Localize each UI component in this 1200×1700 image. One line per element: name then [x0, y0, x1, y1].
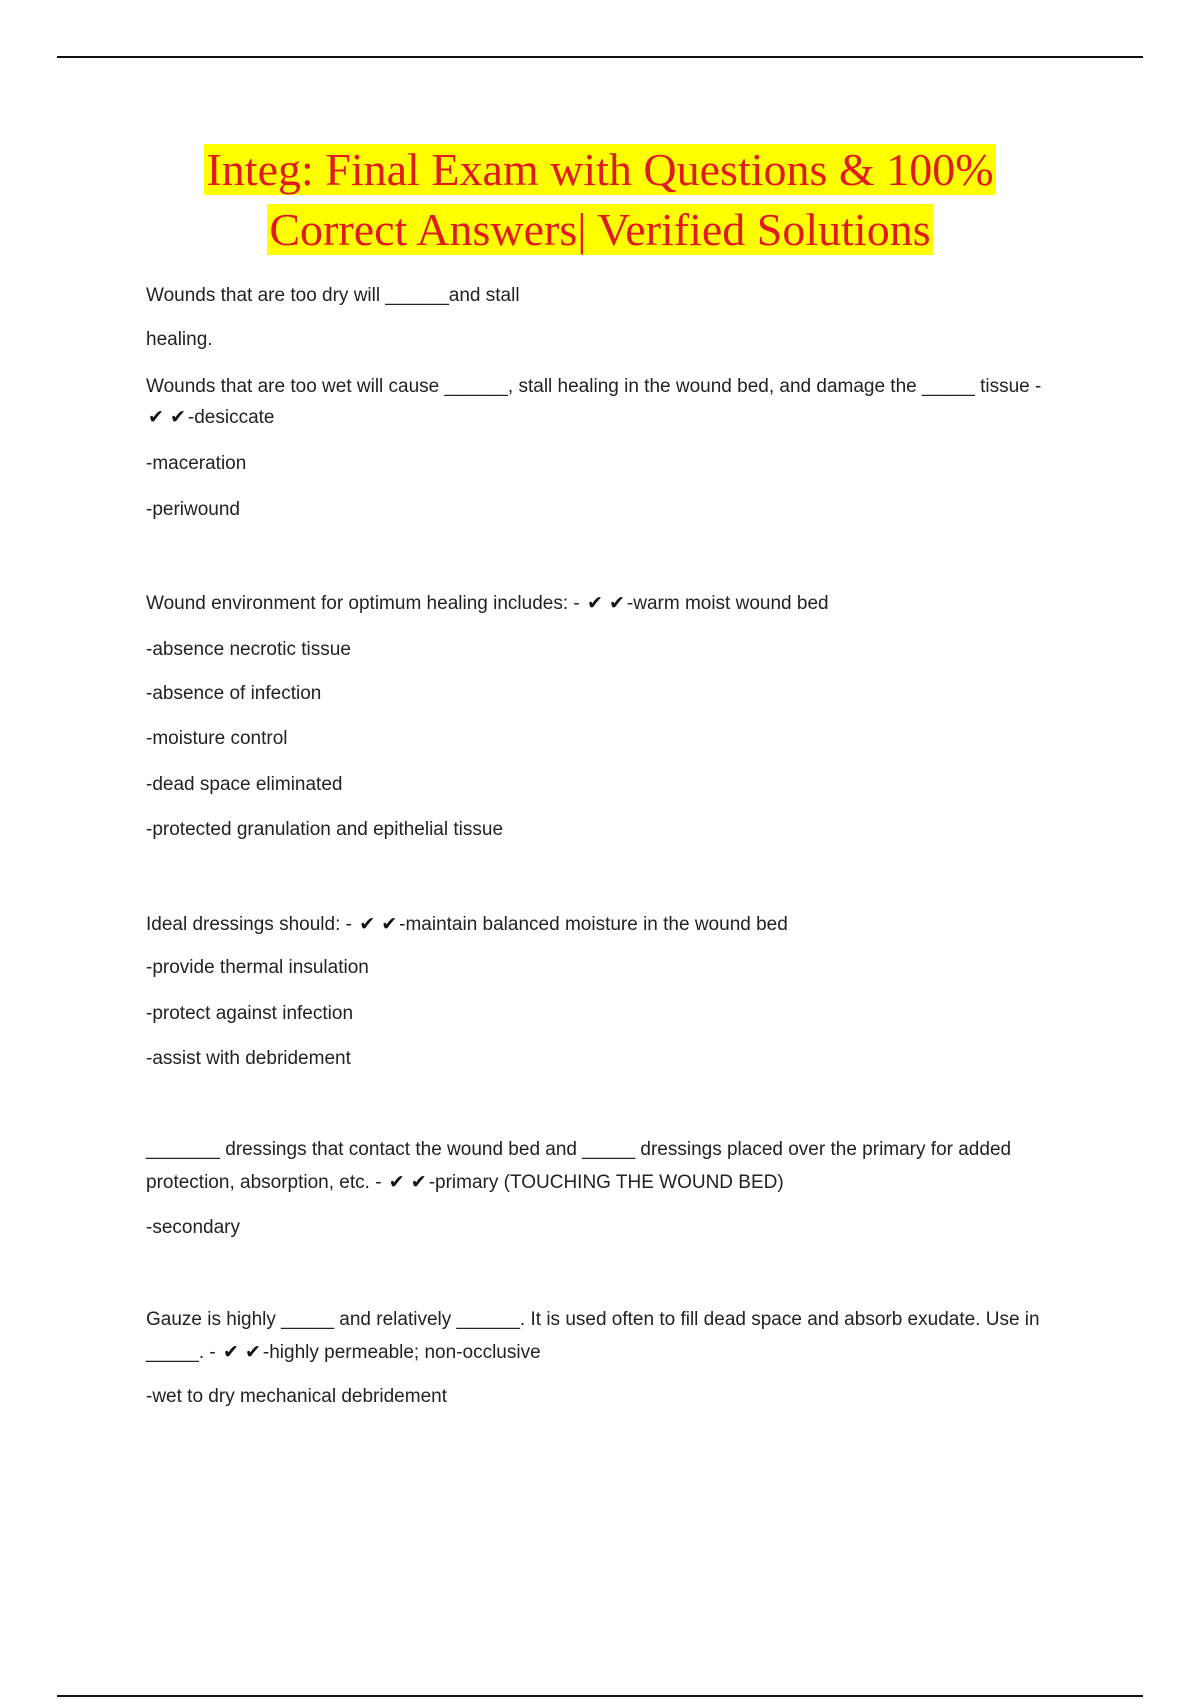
q1-line-2: healing. — [146, 329, 213, 350]
q2-question: Wounds that are too wet will cause ______, stall healing in the wound bed, and damage the _____ tissue - — [146, 376, 1042, 397]
title-line-2: Correct Answers| Verified Solutions — [269, 204, 931, 255]
q5-line-1: _______ dressings that contact the wound bed and _____ dressings placed over the primary for added — [146, 1139, 1012, 1160]
top-rule — [57, 56, 1143, 58]
double-check-icon: ✔ ✔ — [388, 1171, 427, 1193]
double-check-icon: ✔ ✔ — [359, 913, 398, 935]
q6-line-1: Gauze is highly _____ and relatively ______. It is used often to fill dead space and absorb exudate. Use in — [146, 1309, 1040, 1330]
q5-line-2: protection, absorption, etc. - — [146, 1172, 382, 1193]
double-check-icon: ✔ ✔ — [587, 592, 625, 614]
q6-question-line-2 — [146, 1340, 541, 1365]
q4-answer-2: -provide thermal insulation — [146, 957, 369, 978]
q4-question: Ideal dressings should: - — [146, 914, 352, 935]
q6-line-2: _____. - — [146, 1342, 216, 1363]
q3-question-line — [146, 591, 829, 616]
title-line-1: Integ: Final Exam with Questions & 100% — [206, 144, 994, 195]
double-check-icon: ✔ ✔ — [223, 1341, 261, 1363]
q5-answer-2: -secondary — [146, 1217, 240, 1238]
q3-answer-1: -warm moist wound bed — [626, 593, 829, 614]
q5-answer-1: -primary (TOUCHING THE WOUND BED) — [428, 1172, 784, 1193]
q1-line-1: Wounds that are too dry will ______and stall — [146, 285, 520, 306]
q5-question-line-2 — [146, 1170, 784, 1195]
q6-answer-2: -wet to dry mechanical debridement — [146, 1386, 447, 1407]
q2-answer-3: -periwound — [146, 499, 240, 520]
q3-answer-6: -protected granulation and epithelial tissue — [146, 819, 504, 840]
q2-answer-1: -desiccate — [187, 407, 275, 428]
q3-answer-2: -absence necrotic tissue — [146, 639, 351, 660]
double-check-icon: ✔ ✔ — [148, 406, 186, 428]
q6-answer-1: -highly permeable; non-occlusive — [262, 1342, 541, 1363]
q3-answer-5: -dead space eliminated — [146, 774, 343, 795]
q2-answer-2: -maceration — [146, 453, 247, 474]
page-title — [0, 140, 1200, 260]
bottom-rule — [57, 1695, 1143, 1697]
q4-question-line — [146, 912, 788, 937]
q4-answer-1: -maintain balanced moisture in the wound bed — [399, 914, 788, 935]
q4-answer-4: -assist with debridement — [146, 1048, 351, 1069]
q3-answer-3: -absence of infection — [146, 683, 322, 704]
q2-answer-line — [146, 405, 275, 430]
q4-answer-3: -protect against infection — [146, 1003, 354, 1024]
q3-answer-4: -moisture control — [146, 728, 288, 749]
q3-question: Wound environment for optimum healing includes: - — [146, 593, 580, 614]
